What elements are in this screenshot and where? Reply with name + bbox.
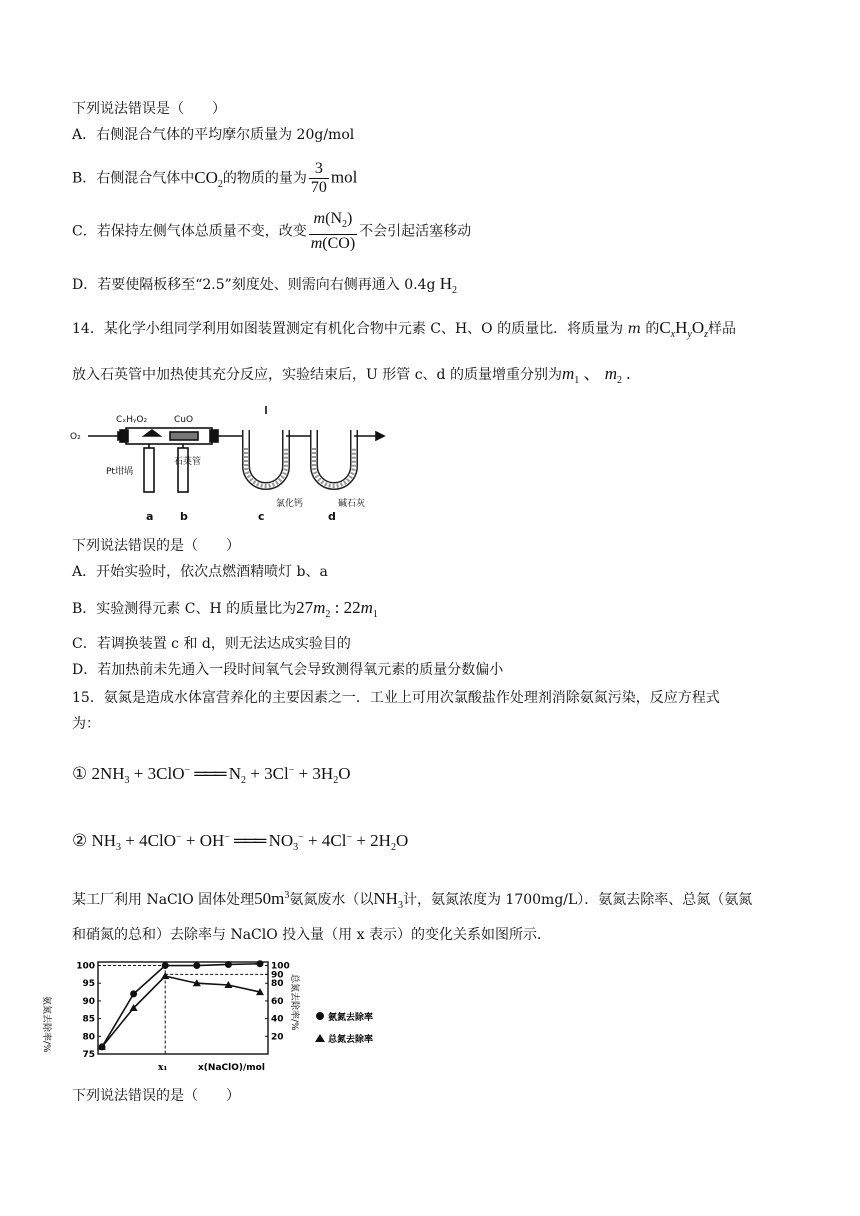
quartz-tube bbox=[126, 428, 212, 444]
ammonia-point bbox=[225, 961, 232, 968]
x1-label: x₁ bbox=[158, 1063, 168, 1073]
right-tick-label: 60 bbox=[271, 996, 284, 1007]
legend-triangle-marker bbox=[315, 1034, 325, 1042]
left-tick-label: 100 bbox=[76, 961, 95, 972]
apparatus-figure bbox=[70, 402, 390, 526]
q13-option-b bbox=[72, 160, 357, 197]
ammonia-removal-line bbox=[102, 964, 260, 1047]
y-left-label: 氨氮去除率/% bbox=[41, 996, 51, 1053]
q15-stem-line3: 某工厂利用 NaClO 固体处理$50m^3$氨氮废水（以$NH_3$计，氨氮浓度为 1700mg/L）．氨氮去除率、总氮（氨氮 bbox=[72, 889, 753, 911]
legend-ammonia: 氨氮去除率 bbox=[328, 1013, 374, 1023]
legend-total-n: 总氮去除率 bbox=[328, 1035, 374, 1045]
left-tick-label: 80 bbox=[82, 1032, 95, 1043]
y-right-label: 总氮去除率/% bbox=[289, 974, 299, 1031]
mass-ratio-fraction: $\frac{m(N_2)}{m(CO)}$ bbox=[310, 210, 356, 252]
co2-formula: $CO_2$ bbox=[194, 167, 223, 190]
right-tick-label: 40 bbox=[271, 1014, 284, 1025]
equation-1: ① $2NH_3 + 3ClO^-$ ═══ $N_2 + 3Cl^- + 3H_2O$ bbox=[72, 764, 351, 786]
q14-option-a: A．开始实验时，依次点燃酒精喷灯 b、a bbox=[72, 564, 328, 580]
pt-crucible bbox=[144, 430, 160, 436]
cuo-bed bbox=[170, 432, 198, 440]
label-cacl2: 氯化钙 bbox=[276, 499, 304, 509]
q13-option-a: A．右侧混合气体的平均摩尔质量为 20g/mol bbox=[72, 127, 355, 143]
letter-b: b bbox=[180, 510, 188, 523]
label-o2: O₂ bbox=[70, 432, 81, 442]
ammonia-point bbox=[162, 962, 169, 969]
label-soda-lime: 碱石灰 bbox=[338, 499, 366, 509]
total-n-removal-line bbox=[102, 976, 260, 1047]
q14-option-c: C．若调换装置 c 和 d，则无法达成实验目的 bbox=[72, 636, 351, 652]
q14-option-b: B．实验测得元素 C、H 的质量比为$27m_2$ : $22m_1$ bbox=[72, 598, 378, 620]
h2-formula: $H_2$ bbox=[439, 274, 458, 296]
left-tick-label: 90 bbox=[82, 996, 95, 1007]
right-tick-label: 80 bbox=[271, 979, 284, 990]
q13-option-d: D．若要使隔板移至“2.5”刻度处、则需向右侧再通入 0.4g $H_2$ bbox=[72, 274, 458, 296]
right-tick-label: 100 bbox=[271, 961, 290, 972]
mol-unit: mol bbox=[330, 167, 358, 187]
letter-c: c bbox=[258, 510, 265, 523]
left-tick-label: 75 bbox=[82, 1050, 95, 1060]
label-cuo: CuO bbox=[174, 415, 194, 425]
total-n-point bbox=[161, 972, 169, 979]
m1-m2: $m_1$ 、 $m_2$ . bbox=[561, 364, 631, 386]
mass-ratio: $27m_2$ : $22m_1$ bbox=[296, 598, 378, 620]
left-tick-label: 85 bbox=[82, 1014, 95, 1025]
q15-prompt: 下列说法错误的是（ ） bbox=[72, 1088, 240, 1104]
ammonia-point bbox=[193, 962, 200, 969]
label-quartz-tube: 石英管 bbox=[174, 457, 202, 467]
sample-formula: $C_xH_yO_z$ bbox=[659, 318, 709, 340]
legend-circle-marker bbox=[316, 1012, 324, 1020]
x-axis-label: x(NaClO)/mol bbox=[198, 1063, 265, 1073]
nh3-formula: $NH_3$ bbox=[373, 889, 403, 911]
q14-option-d: D．若加热前未先通入一段时间氧气会导致测得氧元素的质量分数偏小 bbox=[72, 662, 504, 678]
q15-stem-line2: 为： bbox=[72, 716, 100, 732]
equation-2: ② $NH_3 + 4ClO^- + OH^-$ ═══ $NO_3^- + 4Cl^- + 2H_2O$ bbox=[72, 831, 409, 853]
right-tick-label: 20 bbox=[271, 1032, 284, 1043]
burner-a bbox=[144, 448, 154, 492]
q13-option-c-prefix: C．若保持左侧气体总质量不变，改变 bbox=[72, 223, 307, 240]
q15-stem-line4: 和硝氮的总和）去除率与 NaClO 投入量（用 x 表示）的变化关系如图所示． bbox=[72, 927, 551, 943]
ammonia-point bbox=[130, 990, 137, 997]
removal-rate-chart bbox=[41, 956, 410, 1078]
letter-a: a bbox=[146, 510, 154, 523]
right-tick-label: 90 bbox=[271, 970, 284, 981]
mass-variable: m bbox=[627, 321, 641, 337]
volume: $50m^3$ bbox=[254, 889, 290, 908]
ammonia-point bbox=[257, 960, 264, 967]
letter-d: d bbox=[328, 510, 336, 523]
q13-option-c-suffix: 不会引起活塞移动 bbox=[359, 223, 472, 240]
q14-stem-line2: 放入石英管中加热使其充分反应，实验结束后，U 形管 c、d 的质量增重分别为$m_1$ 、 $m_2$ . bbox=[72, 364, 631, 386]
mole-fraction: $\frac{3}{70}$ bbox=[310, 160, 327, 196]
q14-prompt: 下列说法错误的是（ ） bbox=[72, 538, 240, 554]
q13-option-b-prefix: B．右侧混合气体中 bbox=[72, 170, 195, 187]
left-tick-label: 95 bbox=[82, 979, 95, 990]
burner-b bbox=[178, 448, 188, 492]
q13-option-c bbox=[72, 210, 471, 253]
q13-prompt: 下列说法错误是（ ） bbox=[72, 101, 226, 117]
q15-stem-line1: 15．氨氮是造成水体富营养化的主要因素之一．工业上可用次氯酸盐作处理剂消除氨氮污染，反应方程式 bbox=[72, 690, 720, 706]
label-pt-crucible: Pt坩埚 bbox=[106, 467, 133, 477]
label-sample: CₓHᵧO₂ bbox=[116, 415, 148, 425]
q13-option-b-mid: 的物质的量为 bbox=[222, 170, 307, 187]
plot-frame bbox=[98, 962, 268, 1054]
q14-stem-line1: 14．某化学小组同学利用如图装置测定有机化合物中元素 C、H、O 的质量比．将质量为 m 的$C_xH_yO_z$样品 bbox=[72, 318, 737, 340]
